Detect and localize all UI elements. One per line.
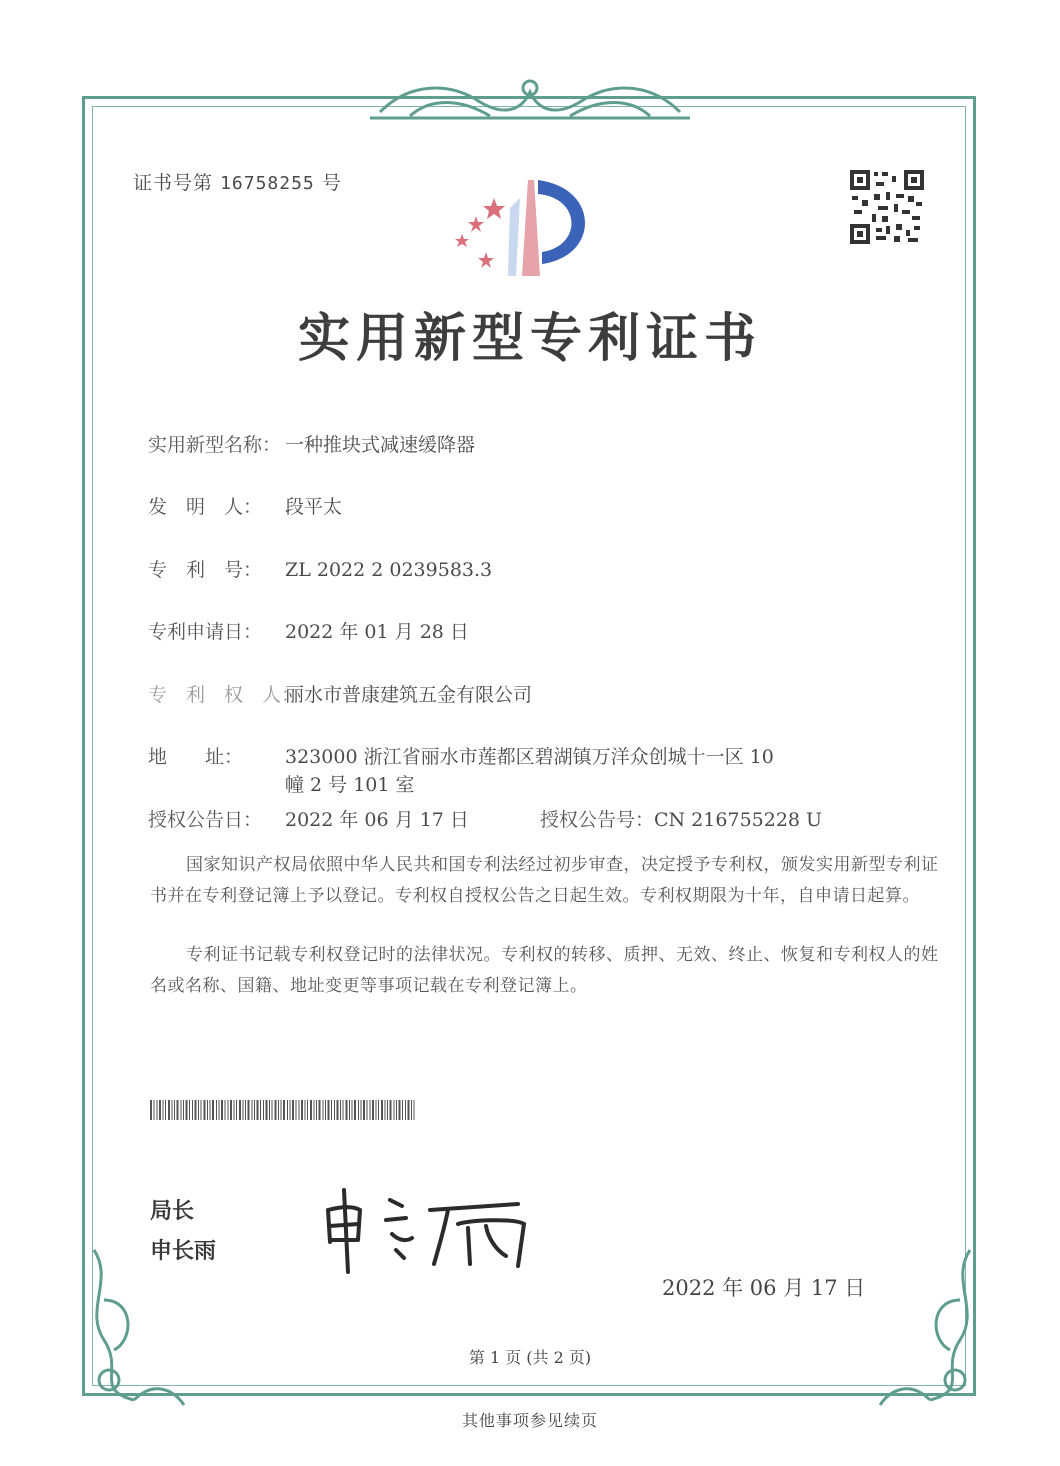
statement-paragraph-1: 国家知识产权局依照中华人民共和国专利法经过初步审查，决定授予专利权，颁发实用新型专利证书并在专利登记簿上予以登记。专利权自授权公告之日起生效。专利权期限为十年，自申请日起算。 xyxy=(150,855,939,906)
certificate-title: 实用新型专利证书 xyxy=(297,309,762,369)
signatory-title: 局长 xyxy=(150,1199,195,1224)
signatory-name: 申长雨 xyxy=(150,1239,217,1264)
statement-paragraph-2: 专利证书记载专利权登记时的法律状况。专利权的转移、质押、无效、终止、恢复和专利权人的姓名或名称、国籍、地址变更等事项记载在专利登记簿上。 xyxy=(150,945,939,996)
field-value: 2022 年 01 月 28 日 xyxy=(285,621,469,643)
field-value: 一种推块式减速缓降器 xyxy=(285,434,476,456)
field-patentee xyxy=(148,680,532,707)
field-value: CN 216755228 U xyxy=(654,809,823,831)
barcode xyxy=(150,1100,418,1120)
field-filing-date xyxy=(148,617,469,644)
field-label: 授权公告日： xyxy=(148,809,263,831)
field-label: 专利申请日： xyxy=(148,621,263,643)
field-address xyxy=(148,742,774,769)
top-ornament xyxy=(370,72,690,126)
field-grant-number xyxy=(540,805,822,832)
field-label: 发 明 人： xyxy=(148,496,263,518)
handwritten-signature xyxy=(318,1180,548,1280)
field-value-line1: 323000 浙江省丽水市莲都区碧湖镇万洋众创城十一区 10 xyxy=(285,746,774,768)
field-utility-model-name xyxy=(148,430,475,457)
field-value-line2: 幢 2 号 101 室 xyxy=(285,774,415,796)
cert-no-prefix: 证书号第 xyxy=(133,172,214,194)
field-label: 地 址： xyxy=(148,746,244,768)
field-grant-date xyxy=(148,805,469,832)
cert-no-value: 16758255 xyxy=(220,173,315,194)
field-inventor xyxy=(148,492,342,519)
field-value: 2022 年 06 月 17 日 xyxy=(285,809,469,831)
bottom-right-ornament xyxy=(870,1240,990,1410)
field-value: ZL 2022 2 0239583.3 xyxy=(285,559,493,581)
field-address-line2 xyxy=(285,770,415,797)
field-label: 专 利 号： xyxy=(148,559,263,581)
field-label: 授权公告号： xyxy=(540,809,655,831)
cnipa-logo xyxy=(450,168,610,288)
footer-note: 其他事项参见续页 xyxy=(461,1411,598,1430)
field-label: 专 利 权 人： xyxy=(148,684,301,706)
field-patent-number xyxy=(148,555,492,582)
page-number: 第 1 页 (共 2 页) xyxy=(468,1348,592,1367)
field-label: 实用新型名称： xyxy=(148,434,282,456)
signature-date: 2022 年 06 月 17 日 xyxy=(662,1276,866,1300)
field-value: 段平太 xyxy=(285,496,343,518)
field-value: 丽水市普康建筑五金有限公司 xyxy=(285,684,533,706)
bottom-left-ornament xyxy=(74,1240,194,1410)
qr-code xyxy=(850,170,924,244)
certificate-number xyxy=(133,168,342,195)
cert-no-suffix: 号 xyxy=(321,172,342,194)
